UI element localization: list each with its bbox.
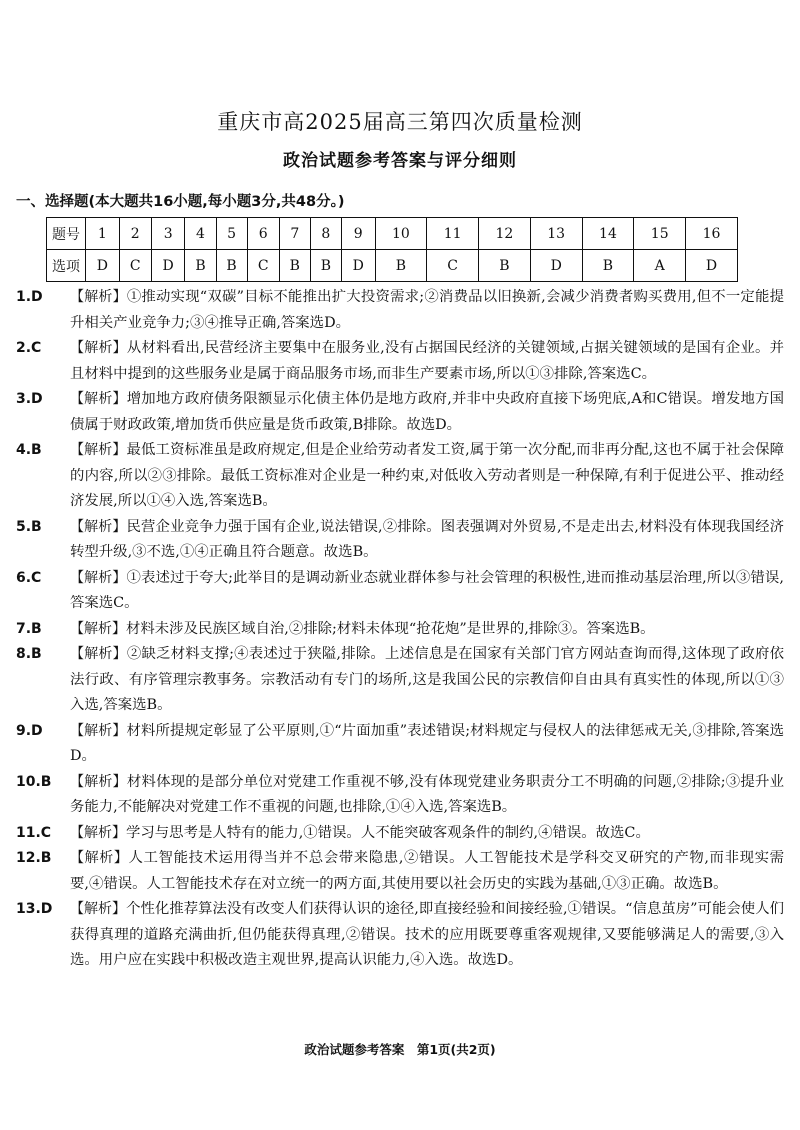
- explanation-item: [16, 642, 784, 719]
- analysis-tag: 【解析】: [70, 569, 127, 586]
- question-number-cell: 6: [247, 218, 279, 250]
- question-number-cell: 9: [341, 218, 375, 250]
- explanation-item: [16, 821, 784, 847]
- answer-cell: A: [634, 250, 686, 282]
- question-number-cell: 13: [530, 218, 582, 250]
- question-number-cell: 2: [119, 218, 151, 250]
- answer-cell: D: [151, 250, 185, 282]
- answer-cell: B: [582, 250, 634, 282]
- question-number-cell: 15: [634, 218, 686, 250]
- explanation-body: [70, 617, 784, 643]
- analysis-tag: 【解析】: [70, 391, 127, 407]
- answer-cell: D: [530, 250, 582, 282]
- explanation-item: [16, 438, 784, 515]
- answer-cell: B: [216, 250, 247, 282]
- row-label-answer: 选项: [47, 250, 86, 282]
- explanation-body: [70, 566, 784, 617]
- question-number-row: [47, 218, 738, 250]
- analysis-tag: 【解析】: [70, 824, 126, 841]
- explanation-body: [70, 770, 784, 821]
- question-number-cell: 16: [686, 218, 738, 250]
- explanation-text: ②缺乏材料支撑;④表述过于狭隘,排除。上述信息是在国家有关部门官方网站查询而得,这体现了政府依法行政、有序管理宗教事务。宗教活动有专门的场所,这是我国公民的宗教信仰自由具有真实性的体现,所以①③入选,答案选B。: [70, 646, 784, 713]
- answer-cell: B: [185, 250, 216, 282]
- document-title: 重庆市高2025届高三第四次质量检测: [217, 110, 583, 134]
- answer-cell: C: [247, 250, 279, 282]
- explanation-item: [16, 897, 784, 974]
- explanation-item: [16, 846, 784, 897]
- explanation-body: [70, 285, 784, 336]
- explanation-text: 学习与思考是人特有的能力,①错误。人不能突破客观条件的制约,④错误。故选C。: [126, 824, 650, 841]
- answer-cell: C: [119, 250, 151, 282]
- explanation-body: [70, 642, 784, 719]
- analysis-tag: 【解析】: [70, 442, 127, 458]
- question-number-cell: 10: [375, 218, 427, 250]
- explanation-item: [16, 336, 784, 387]
- answer-cell: B: [479, 250, 531, 282]
- explanation-item: [16, 617, 784, 643]
- explanation-text: 民营企业竞争力强于国有企业,说法错误,②排除。图表强调对外贸易,不是走出去,材料没有体现我国经济转型升级,③不选,①④正确且符合题意。故选B。: [70, 518, 784, 560]
- question-number-cell: 14: [582, 218, 634, 250]
- analysis-tag: 【解析】: [70, 620, 126, 637]
- explanation-number: 13.D: [16, 901, 53, 917]
- explanation-text: 材料未涉及民族区域自治,②排除;材料未体现“抢花炮”是世界的,排除③。答案选B。: [126, 620, 655, 637]
- question-number-cell: 4: [185, 218, 216, 250]
- explanation-body: [70, 336, 784, 387]
- analysis-tag: 【解析】: [70, 646, 127, 662]
- question-number-cell: 12: [479, 218, 531, 250]
- explanation-number: 2.C: [16, 340, 42, 356]
- answer-cell: D: [686, 250, 738, 282]
- explanation-text: 增加地方政府债务限额显示化债主体仍是地方政府,并非中央政府直接下场兜底,A和C错误。增发地方国债属于财政政策,增加货币供应量是货币政策,B排除。故选D。: [70, 391, 785, 433]
- analysis-tag: 【解析】: [70, 773, 127, 790]
- explanation-number: 11.C: [16, 824, 52, 841]
- explanation-body: [70, 515, 784, 566]
- question-number-cell: 5: [216, 218, 247, 250]
- explanation-number: 1.D: [16, 289, 43, 305]
- explanation-item: [16, 285, 784, 336]
- answer-cell: D: [341, 250, 375, 282]
- explanations-list: [16, 285, 784, 974]
- section-heading: 一、选择题(本大题共16小题,每小题3分,共48分。): [16, 194, 345, 210]
- explanation-body: [70, 438, 784, 515]
- answer-cell: B: [375, 250, 427, 282]
- explanation-text: 人工智能技术运用得当并不总会带来隐患,②错误。人工智能技术是学科交叉研究的产物,而非现实需要,④错误。人工智能技术存在对立统一的两方面,其使用要以社会历史的实践为基础,①③正确。故选B。: [70, 850, 785, 892]
- analysis-tag: 【解析】: [70, 289, 127, 305]
- explanation-number: 12.B: [16, 850, 52, 866]
- explanation-body: [70, 387, 784, 438]
- analysis-tag: 【解析】: [70, 722, 127, 739]
- explanation-body: [70, 821, 784, 847]
- explanation-text: 最低工资标准虽是政府规定,但是企业给劳动者发工资,属于第一次分配,而非再分配,这也不属于社会保障的内容,所以②③排除。最低工资标准对企业是一种约束,对低收入劳动者则是一种保障,有利于促进公平、推动经济发展,所以①④入选,答案选B。: [70, 442, 784, 509]
- explanation-number: 3.D: [16, 391, 43, 407]
- explanation-number: 8.B: [16, 646, 42, 662]
- analysis-tag: 【解析】: [70, 901, 127, 917]
- question-number-cell: 8: [310, 218, 341, 250]
- question-number-cell: 11: [427, 218, 479, 250]
- explanation-item: [16, 387, 784, 438]
- analysis-tag: 【解析】: [70, 518, 127, 535]
- analysis-tag: 【解析】: [70, 850, 129, 866]
- explanation-body: [70, 846, 784, 897]
- explanation-item: [16, 515, 784, 566]
- answer-cell: C: [427, 250, 479, 282]
- explanation-item: [16, 770, 784, 821]
- explanation-text: 材料体现的是部分单位对党建工作重视不够,没有体现党建业务职责分工不明确的问题,②排除;③提升业务能力,不能解决对党建工作不重视的问题,也排除,①④入选,答案选B。: [70, 773, 784, 815]
- document-subtitle: 政治试题参考答案与评分细则: [283, 151, 517, 171]
- answer-cell: B: [310, 250, 341, 282]
- question-number-cell: 7: [279, 218, 310, 250]
- explanation-text: 个性化推荐算法没有改变人们获得认识的途径,即直接经验和间接经验,①错误。“信息茧房”可能会使人们获得真理的道路充满曲折,但仍能获得真理,②错误。技术的应用既要尊重客观规律,又要能够满足人的需要,③入选。用户应在实践中积极改造主观世界,提高认识能力,④入选。故选D。: [70, 901, 784, 968]
- explanation-number: 6.C: [16, 569, 42, 586]
- row-label-number: 题号: [47, 218, 86, 250]
- explanation-text: 材料所提规定彰显了公平原则,①“片面加重”表述错误;材料规定与侵权人的法律惩戒无关,③排除,答案选D。: [70, 722, 785, 764]
- explanation-text: 从材料看出,民营经济主要集中在服务业,没有占据国民经济的关键领域,占据关键领域的是国有企业。并且材料中提到的这些服务业是属于商品服务市场,而非生产要素市场,所以①③排除,答案选C。: [70, 340, 784, 382]
- question-number-cell: 1: [86, 218, 120, 250]
- explanation-number: 7.B: [16, 620, 42, 637]
- question-number-cell: 3: [151, 218, 185, 250]
- explanation-body: [70, 897, 784, 974]
- explanation-number: 5.B: [16, 518, 42, 535]
- explanation-number: 10.B: [16, 773, 52, 790]
- answer-cell: B: [279, 250, 310, 282]
- answer-row: [47, 250, 738, 282]
- analysis-tag: 【解析】: [70, 340, 127, 356]
- explanation-number: 9.D: [16, 722, 43, 739]
- explanation-item: [16, 719, 784, 770]
- explanation-text: ①表述过于夸大;此举目的是调动新业态就业群体参与社会管理的积极性,进而推动基层治理,所以③错误,答案选C。: [70, 569, 785, 611]
- explanation-text: ①推动实现“双碳”目标不能推出扩大投资需求;②消费品以旧换新,会减少消费者购买费用,但不一定能提升相关产业竞争力;③④推导正确,答案选D。: [70, 289, 785, 331]
- answer-cell: D: [86, 250, 120, 282]
- explanation-body: [70, 719, 784, 770]
- page-footer: 政治试题参考答案 第1页(共2页): [304, 1042, 496, 1057]
- explanation-item: [16, 566, 784, 617]
- explanation-number: 4.B: [16, 442, 42, 458]
- answer-table: [46, 217, 738, 282]
